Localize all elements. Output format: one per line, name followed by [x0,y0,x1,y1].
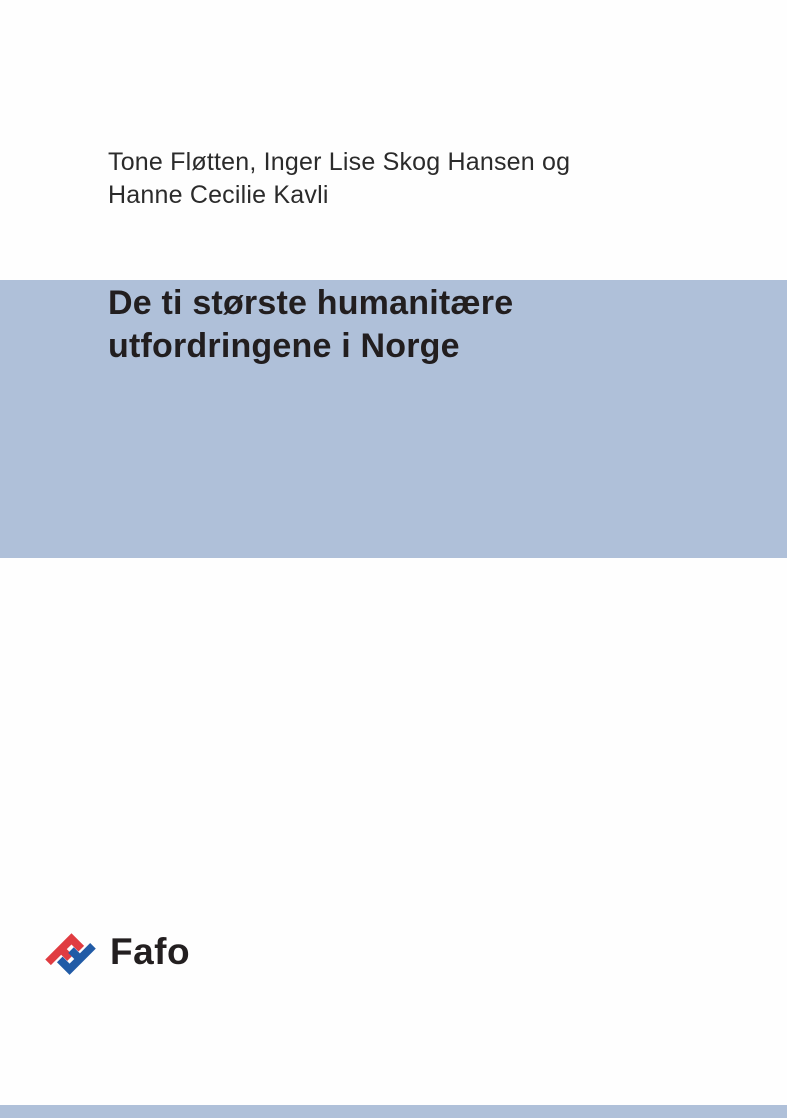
title-band [0,280,787,558]
footer-strip [0,1105,787,1118]
report-title [0,280,787,368]
title-line-1: De ti største humanitære [108,284,514,322]
author-line-1: Tone Fløtten, Inger Lise Skog Hansen og [108,148,571,176]
title-line-2: utfordringene i Norge [108,327,460,365]
publisher-name: Fafo [110,931,191,972]
author-names [108,146,570,212]
publisher-logo [45,931,190,979]
fafo-logo-icon [45,931,97,979]
author-line-2: Hanne Cecilie Kavli [108,181,329,209]
